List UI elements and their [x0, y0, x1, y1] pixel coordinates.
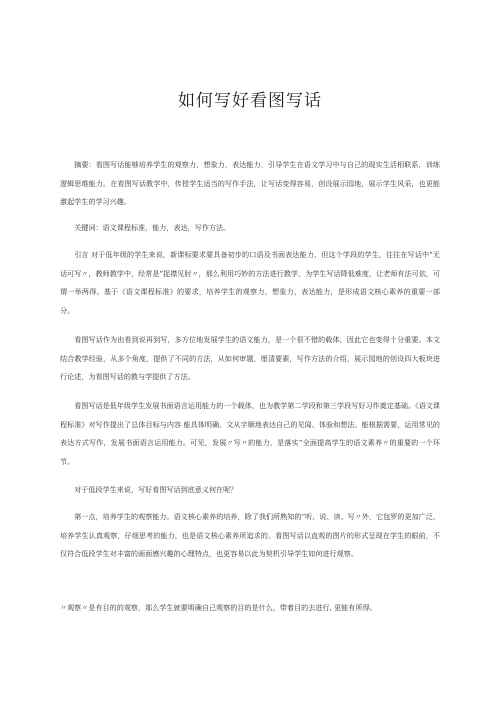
- keywords-paragraph: 关键词：语文课程标准，能力，表达，写作方法。: [74, 223, 231, 232]
- body-paragraph: 看图写话作为由看到说再到写，多方位地发展学生的语文能力，是一个很不错的载体，因此它也变得十分重要。本文结合教学经验，从多个角度，提供了不同的方法，从如何审题，厘清要素，写作方法的介绍，展示园地的创设四大板块进行论述，为看图写话的教与学提供了方法。: [60, 335, 440, 381]
- question-paragraph: 对于低段学生来说，写好看图写话到底意义何在呢？: [74, 485, 238, 494]
- document-title: 如何写好看图写话: [178, 91, 322, 111]
- body-paragraph: 第一点，培养学生的观察能力。语文核心素养的培养，除了我们所熟知的“听、说、读、写〃外，它包罗的更加广泛，培养学生认真观察，仔细思考的能力，也是语文核心素养所追求的。看图写话以直观的图片的形式呈现在学生的眼前，不仅符合低段学生对丰富的画面感兴趣的心理特点，也更容易以此为契机引导学生如何进行观察。: [60, 512, 440, 558]
- body-paragraph: 看图写话是低年级学生发展书面语言运用能力的一个载体，也为教学第二学段和第三学段写好习作奠定基础。《语文课程标准》对写作提出了总体目标与内容 能具体明确、文从字顺地表达自己的见闻、体验和想法。能根据需要，运用常见的表达方式写作，发展书面语言运用能力。可见，发展〃写〃的能力，是落实“全面提高学生的语文素养〃的重要的一个环节。: [60, 401, 440, 466]
- abstract-paragraph: 摘要：看图写话能够培养学生的观察力，想象力，表达能力，引导学生在语文学习中与自己的现实生活相联系，训练逻辑思维能力。在看图写话教学中，传授学生适当的写作手法，让写话变得容易，创设展示园地，展示学生风采，也更能激起学生的学习兴趣。: [60, 160, 440, 206]
- introduction-paragraph: 引言 对于低年级的学生来说，新课标要求要具备初步的口语及书面表达能力，但这个学段的学生，往往在写话中“无话可写〃，教师教学中，经常是“捉襟见肘〃，那么利用巧妙的方法进行教学，为学生写话降低难度，让老师有法可依，可谓一举两得。基于《语文课程标准》的要求，培养学生的观察力，想象力，表达能力，是形成语文核心素养的重要一部分。: [60, 250, 440, 315]
- body-paragraph: 〃观察〃是有目的的观察，那么学生就要明确自己观察的目的是什么，带着目的去进行, 更能有所得。: [60, 603, 377, 612]
